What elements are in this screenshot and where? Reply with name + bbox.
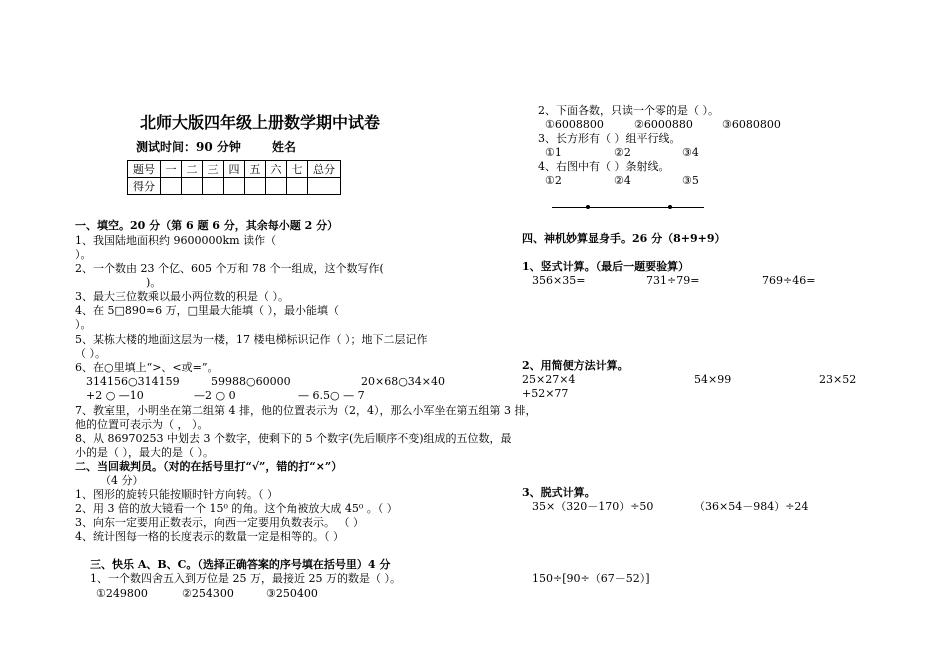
- header-cell: 五: [245, 161, 266, 178]
- question-line: （ ）。: [75, 347, 106, 360]
- compare-item: [86, 375, 180, 389]
- score-cell[interactable]: [245, 178, 266, 195]
- compare-item: 20×68○34×40: [361, 375, 446, 388]
- score-cell[interactable]: [161, 178, 182, 195]
- compare-item: — 6.5○ — 7: [298, 389, 365, 402]
- question-line: 2、一个数由 23 个亿、605 个万和 78 个一组成，这个数写作(: [75, 262, 384, 275]
- score-cell[interactable]: [224, 178, 245, 195]
- question-line: 2、下面各数，只读一个零的是（ ）。: [538, 104, 719, 117]
- question-line: 3、长方形有（ ）组平行线。: [538, 132, 681, 145]
- calc-item: 150÷[90÷（67－52）]: [532, 572, 650, 585]
- question-line: 6、在○里填上“>、<或=”。: [75, 361, 219, 374]
- option: ①249800: [96, 587, 148, 600]
- question-line: 8、从 86970253 中划去 3 个数字，使剩下的 5 个数字(先后顺序不变)组成的五位数，最: [75, 432, 512, 445]
- option: ②6000880: [634, 118, 693, 131]
- question-line: ）。: [75, 318, 92, 331]
- score-table-header: [128, 161, 341, 178]
- header-cell: 总分: [308, 161, 341, 178]
- calc-item: 25×27×4: [522, 373, 576, 386]
- score-cell[interactable]: [266, 178, 287, 195]
- score-table: [127, 160, 341, 195]
- question-line: 1、图形的旋转只能按顺时针方向转。（ ）: [75, 488, 278, 501]
- section-3-heading: 三、快乐 A、B、C。（选择正确答案的序号填在括号里）4 分: [90, 558, 391, 571]
- option: ③4: [682, 146, 699, 159]
- calc-item-continued: +52×77: [522, 387, 569, 400]
- question-line: 4、右图中有（ ）条射线。: [538, 160, 670, 173]
- calc-item: 356×35=: [532, 274, 586, 287]
- part-1-heading: 1、竖式计算。（最后一题要验算）: [522, 260, 690, 273]
- ray-figure-line: [552, 207, 704, 208]
- question-line: 1、我国陆地面积约 9600000km 读作（: [75, 234, 277, 247]
- question-line: 他的位置可表示为（ ， ）。: [75, 418, 209, 431]
- section-2-points: （4 分）: [100, 474, 144, 487]
- option: ②2: [614, 146, 631, 159]
- section-2-heading: 二、当回裁判员。（对的在括号里打“√”，错的打“×”）: [75, 460, 343, 473]
- compare-item: —2 ○ 0: [194, 389, 236, 402]
- header-cell: 六: [266, 161, 287, 178]
- header-cell: 七: [287, 161, 308, 178]
- calc-item: 731÷79=: [646, 274, 700, 287]
- question-line: ）。: [75, 248, 92, 261]
- calc-item: 35×（320－170）÷50: [532, 500, 654, 513]
- option: ①6008800: [545, 118, 604, 131]
- option: ②254300: [182, 587, 234, 600]
- calc-item: 23×52: [819, 373, 857, 386]
- option: ③250400: [266, 587, 318, 600]
- name-label: 姓名: [272, 140, 297, 154]
- question-line: 4、统计图每一格的长度表示的数量一定是相等的。（ ）: [75, 530, 344, 543]
- option: ①2: [545, 174, 562, 187]
- part-2-heading: 2、用简便方法计算。: [522, 359, 629, 372]
- option: ③6080800: [722, 118, 781, 131]
- score-cell[interactable]: [308, 178, 341, 195]
- calc-item: 769÷46=: [762, 274, 816, 287]
- ray-figure-point: [668, 205, 672, 209]
- score-cell[interactable]: [203, 178, 224, 195]
- part-3-heading: 3、脱式计算。: [522, 486, 596, 499]
- question-line: )。: [146, 276, 162, 289]
- question-line: 小的是（ ），最大的是（ ）。: [75, 446, 214, 459]
- compare-number: 6○314159: [121, 375, 180, 388]
- question-line: 2、用 3 倍的放大镜看一个 15⁰ 的角。这个角被放大成 45⁰ 。（ ）: [75, 502, 398, 515]
- question-line: 3、最大三位数乘以最小两位数的积是（ ）。: [75, 290, 289, 303]
- section-1-heading: 一、填空。20 分（第 6 题 6 分，其余每小题 2 分）: [75, 219, 339, 232]
- option: ③5: [682, 174, 699, 187]
- compare-item: 59988○60000: [211, 375, 291, 388]
- question-line: 4、在 5□890≈6 万，□里最大能填（ ），最小能填（: [75, 304, 339, 317]
- header-cell: 四: [224, 161, 245, 178]
- question-line: 7、教室里，小明坐在第二组第 4 排，他的位置表示为（2，4），那么小军坐在第五组第 3 排，: [75, 404, 537, 417]
- header-cell: 一: [161, 161, 182, 178]
- score-table-row: [128, 178, 341, 195]
- question-line: 5、某栋大楼的地面这层为一楼，17 楼电梯标识记作（ ）；地下二层记作: [75, 333, 428, 346]
- option: ①1: [545, 146, 562, 159]
- header-cell: 二: [182, 161, 203, 178]
- calc-item: （36×54－984）÷24: [694, 500, 809, 513]
- score-cell[interactable]: [182, 178, 203, 195]
- question-line: 1、一个数四舍五入到万位是 25 万，最接近 25 万的数是（ ）。: [90, 572, 401, 585]
- page-title: 北师大版四年级上册数学期中试卷: [140, 113, 381, 132]
- question-line: 3、向东一定要用正数表示，向西一定要用负数表示。 （ ）: [75, 516, 364, 529]
- header-cell: 题号: [128, 161, 161, 178]
- compare-item: +2 ○ —10: [86, 389, 144, 402]
- row-label: 得分: [128, 178, 161, 195]
- option: ②4: [614, 174, 631, 187]
- calc-item: 54×99: [694, 373, 732, 386]
- header-cell: 三: [203, 161, 224, 178]
- compare-number: 31415: [86, 375, 121, 388]
- score-cell[interactable]: [287, 178, 308, 195]
- section-4-heading: 四、神机妙算显身手。26 分（8+9+9）: [522, 232, 726, 245]
- ray-figure-point: [586, 205, 590, 209]
- time-label: 测试时间：90 分钟: [136, 140, 241, 154]
